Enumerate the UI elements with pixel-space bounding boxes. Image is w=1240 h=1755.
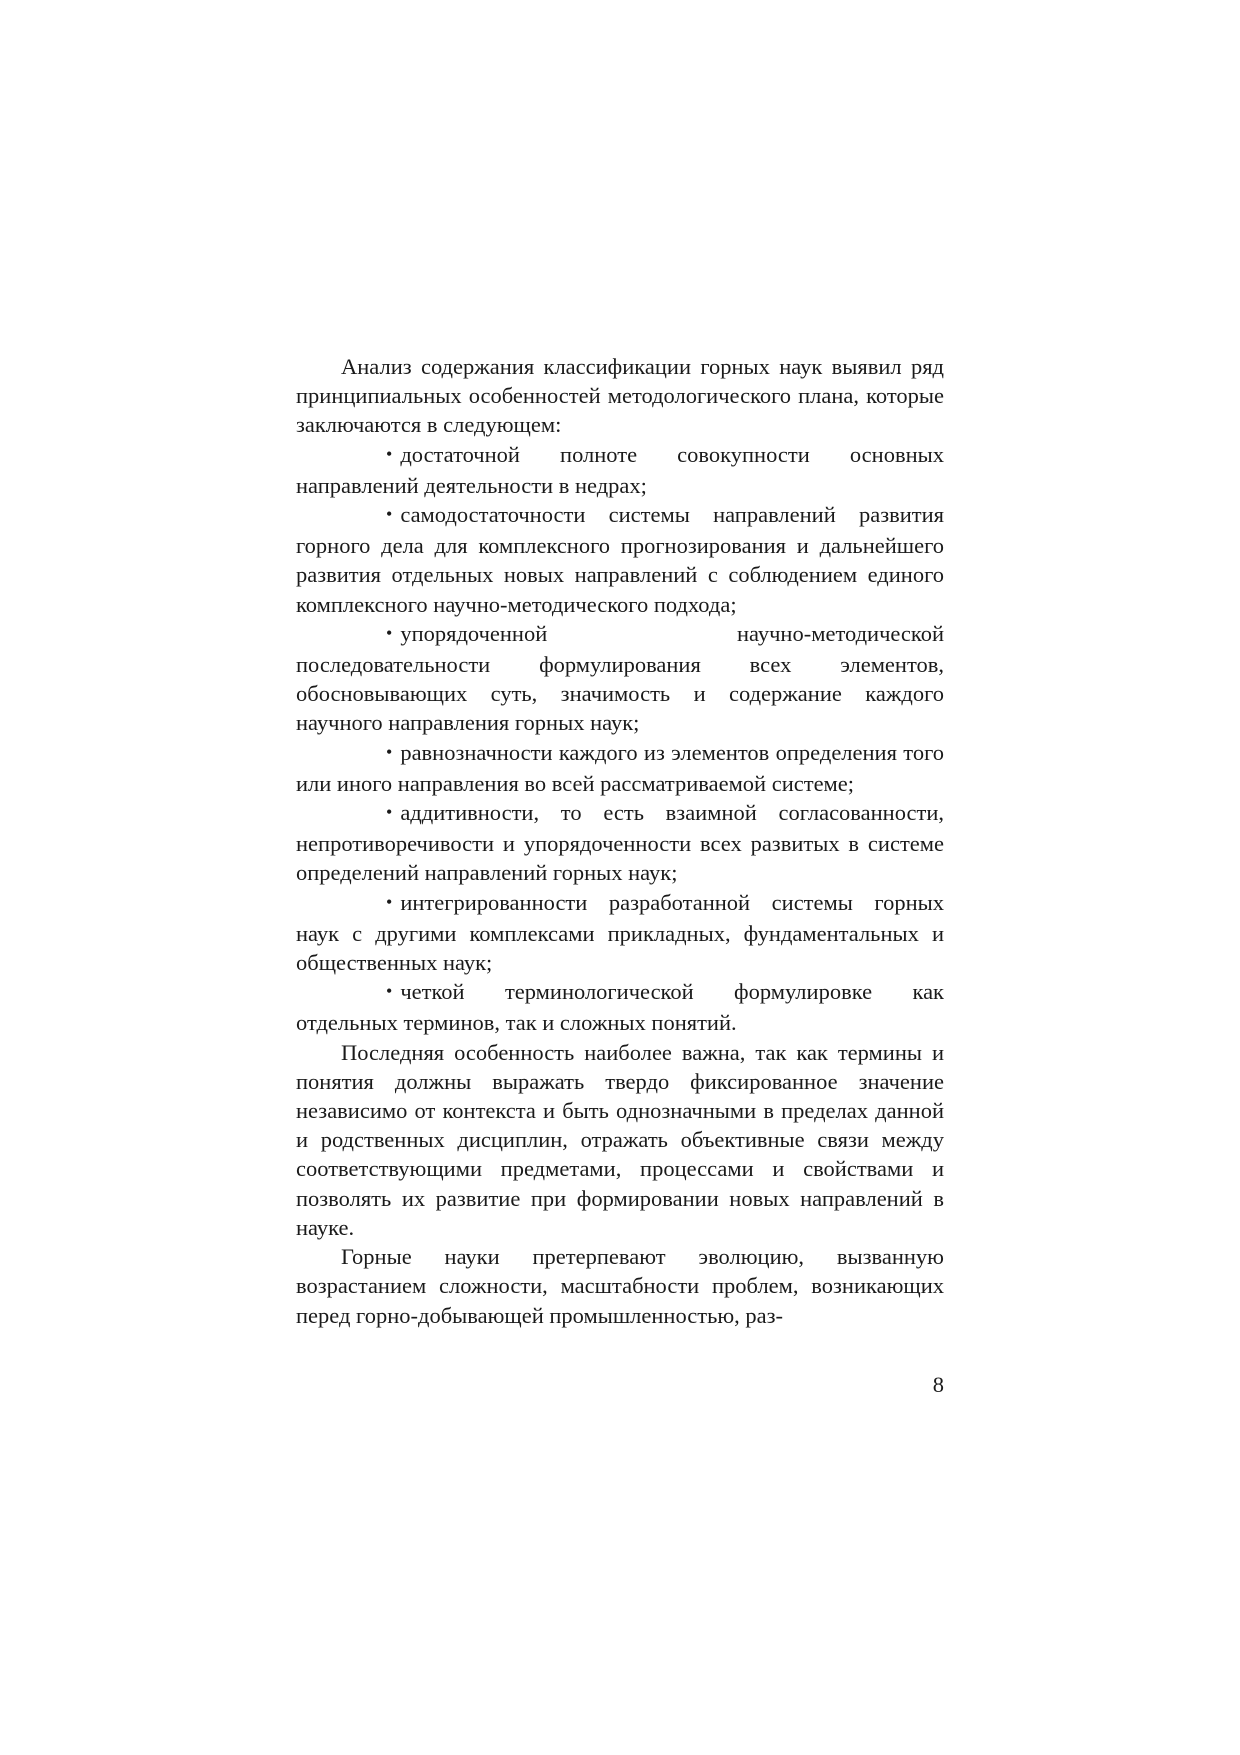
bullet-list: [296, 440, 944, 1038]
list-item: [296, 798, 944, 888]
list-item-text: равнозначности каждого из элементов определения того или иного направления во всей рассматриваемой системе;: [296, 739, 944, 796]
list-item-text: интегрированности разработанной системы горных наук с другими комплексами прикладных, фундаментальных и общественных наук;: [296, 889, 944, 976]
paragraph-3: Горные науки претерпевают эволюцию, вызванную возрастанием сложности, масштабности проблем, возникающих перед горно-добывающей промышленностью, раз-: [296, 1244, 944, 1328]
bullet-icon: •: [386, 622, 393, 643]
paragraph-2: Последняя особенность наиболее важна, так как термины и понятия должны выражать твердо фиксированное значение независимо от контекста и быть однозначными в пределах данной и родственных дисциплин, отражать объективные связи между соответствующими предметами, процессами и свойствами и позволять их развитие при формировании новых направлений в науке.: [296, 1039, 944, 1240]
bullet-icon: •: [386, 443, 393, 464]
bullet-icon: •: [386, 981, 393, 1002]
list-item-text: упорядоченной научно-методической последовательности формулирования всех элементов, обосновывающих суть, значимость и содержание каждого научного направления горных наук;: [296, 620, 944, 736]
page-number: 8: [932, 1372, 944, 1397]
page-body: [296, 352, 944, 1330]
list-item-text: аддитивности, то есть взаимной согласованности, непротиворечивости и упорядоченности всех развитых в системе определений направлений горных наук;: [296, 800, 944, 886]
list-item: [296, 500, 944, 619]
list-item: [296, 977, 944, 1037]
list-item: [296, 888, 944, 978]
list-item: [296, 619, 944, 738]
list-item: [296, 738, 944, 798]
bullet-icon: •: [386, 802, 393, 823]
intro-paragraph: Анализ содержания классификации горных наук выявил ряд принципиальных особенностей методологического плана, которые заключаются в следующем:: [296, 354, 944, 438]
bullet-icon: •: [386, 891, 393, 912]
list-item: [296, 440, 944, 500]
bullet-icon: •: [386, 504, 393, 525]
list-item-text: достаточной полноте совокупности основных направлений деятельности в недрах;: [296, 441, 944, 498]
list-item-text: четкой терминологической формулировке как отдельных терминов, так и сложных понятий.: [296, 979, 944, 1036]
bullet-icon: •: [386, 741, 393, 762]
list-item-text: самодостаточности системы направлений развития горного дела для комплексного прогнозирования и дальнейшего развития отдельных новых направлений с соблюдением единого комплексного научно-методического подхода;: [296, 502, 944, 617]
